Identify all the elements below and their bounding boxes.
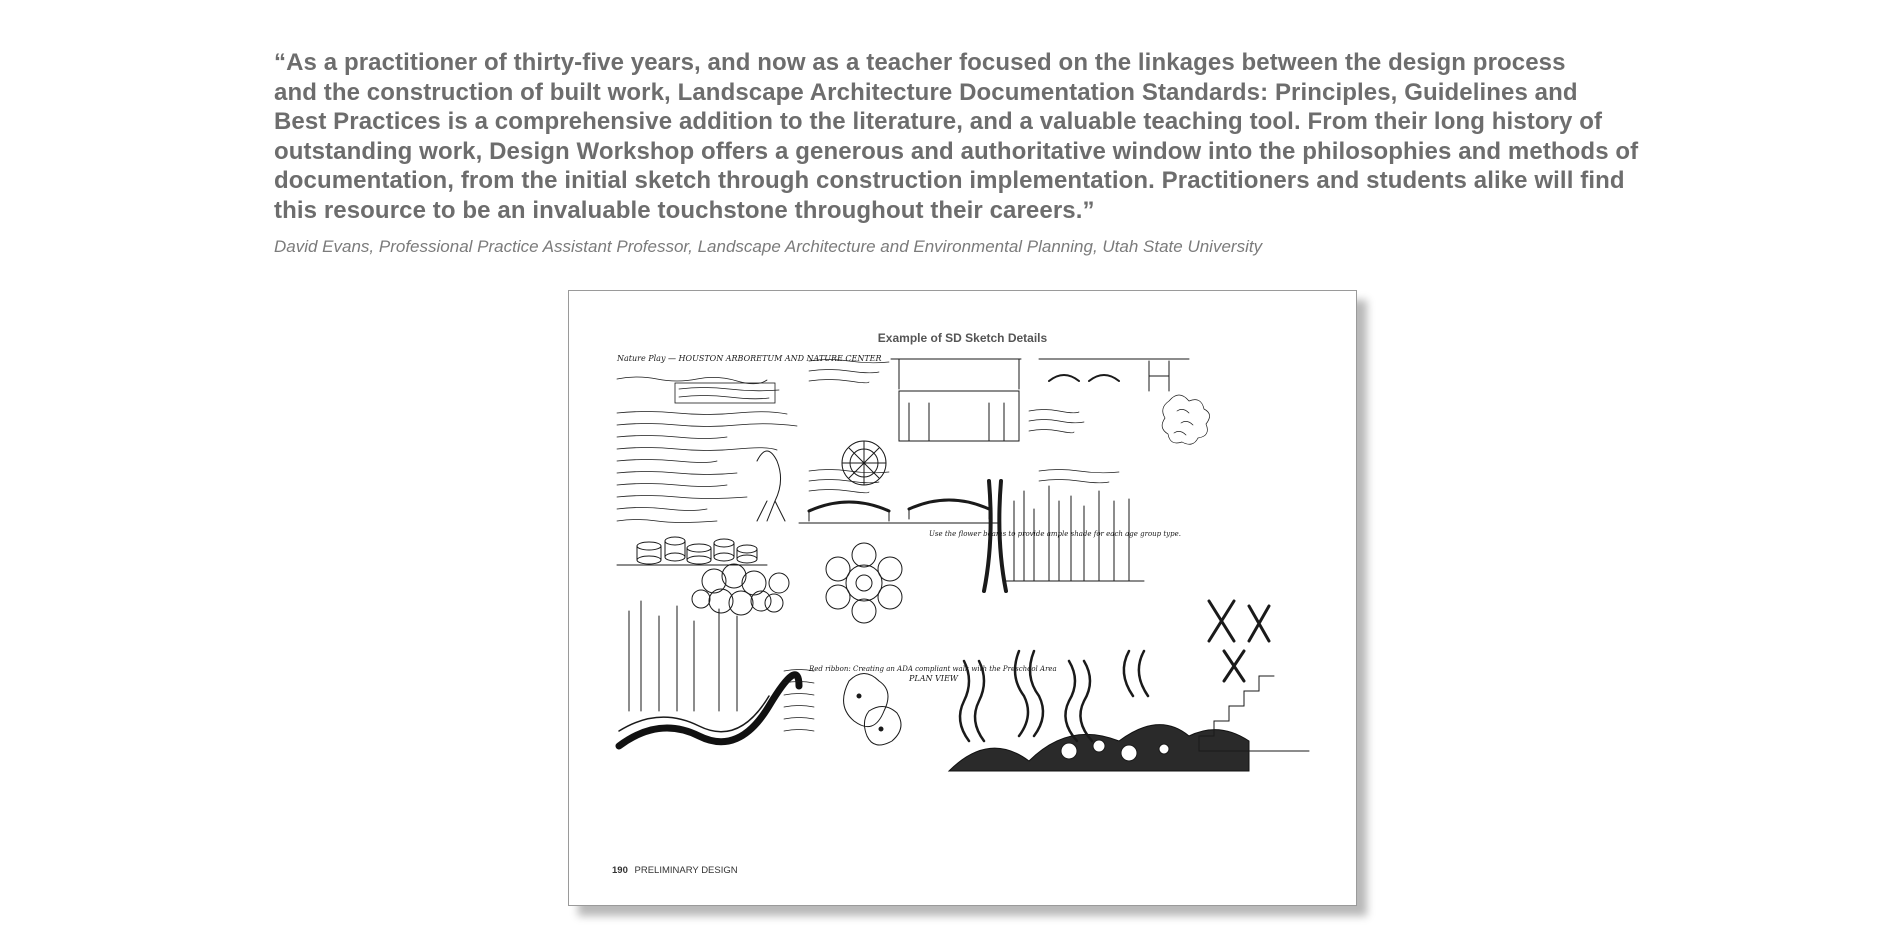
book-page-image (568, 290, 1357, 906)
page-folio (612, 865, 738, 876)
quote-line: and the construction of built work, Landscape Architecture Documentation Standards: Principles, Guidelines and (274, 78, 1578, 106)
page-number: 190 (612, 865, 628, 876)
shade-note: Use the flower beams to provide ample shade for each age group type. (929, 530, 1181, 538)
flower-plan (826, 543, 902, 623)
play-mound (949, 725, 1249, 771)
bubble-cluster (692, 564, 789, 615)
sketch-page-title: Example of SD Sketch Details (877, 331, 1048, 345)
scribble-notes (617, 377, 797, 523)
quote-text (274, 48, 1674, 226)
sketch-note-title: Nature Play — HOUSTON ARBORETUM AND NATURE CENTER (617, 354, 882, 363)
ada-note: Red ribbon: Creating an ADA compliant walk with the Preschool Area (809, 665, 1057, 673)
trees-and-path (619, 601, 799, 746)
stump-cluster (617, 537, 767, 565)
quote-line: documentation, from the initial sketch through construction implementation. Practitioners and students alike will find (274, 167, 1625, 195)
quote-attribution: David Evans, Professional Practice Assistant Professor, Landscape Architecture and Environmental Planning, Utah State University (274, 236, 1263, 256)
plan-view-label: PLAN VIEW (909, 674, 959, 683)
plan-blobs (844, 674, 901, 746)
tree-canopy (1162, 395, 1209, 444)
testimonial-quote (274, 48, 1674, 258)
sketch-illustration (609, 351, 1319, 776)
climber-sketch (757, 441, 886, 521)
x-frames (1209, 601, 1269, 681)
hand-sketch-drawing (609, 351, 1319, 776)
section-elevation (891, 359, 1189, 441)
pavilion-arches (799, 500, 999, 523)
quote-line: this resource to be an invaluable touchstone throughout their careers.” (274, 196, 1095, 224)
quote-line: “As a practitioner of thirty-five years, and now as a teacher focused on the linkages between the design process (274, 49, 1566, 76)
quote-line: outstanding work, Design Workshop offers a generous and authoritative window into the philosophies and methods of (274, 137, 1639, 165)
quote-line: Best Practices is a comprehensive addition to the literature, and a valuable teaching tool. From their long history of (274, 108, 1603, 136)
section-name: PRELIMINARY DESIGN (634, 865, 738, 876)
